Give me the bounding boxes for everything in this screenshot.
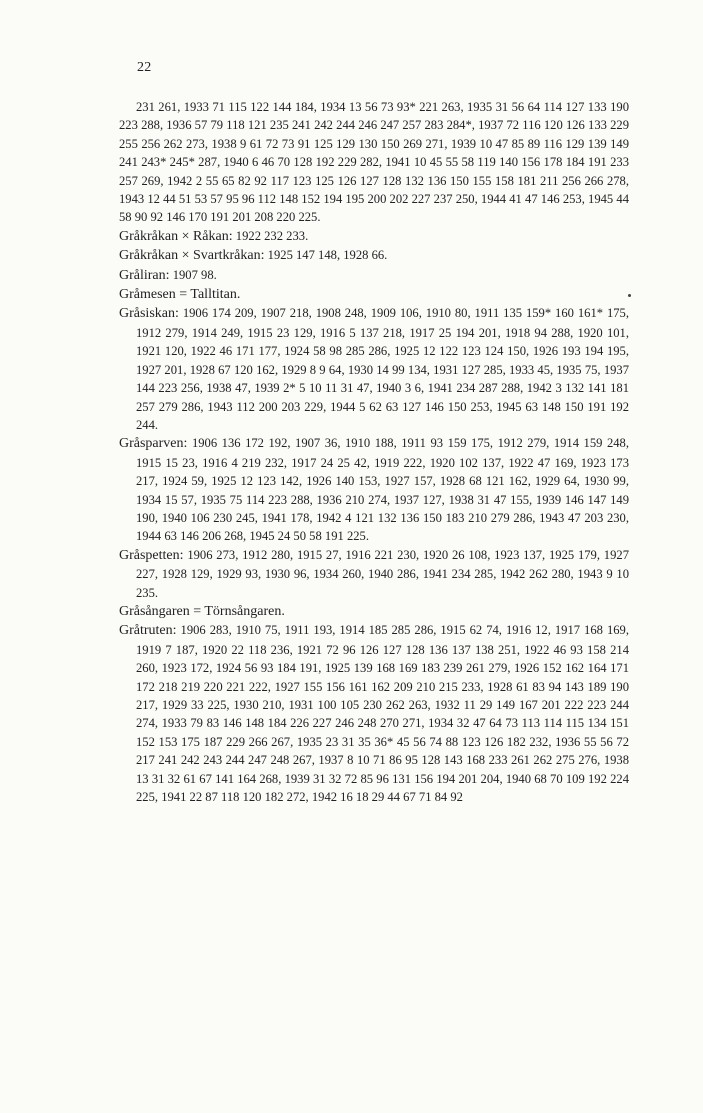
- page-number: 22: [137, 60, 152, 75]
- entry-term: Gråspetten:: [119, 547, 184, 563]
- entry-references: 1922 232 233.: [235, 228, 309, 243]
- index-entry: [119, 602, 629, 621]
- index-entry: [119, 434, 629, 545]
- entry-term: Gråsångaren = Törnsångaren.: [119, 603, 285, 619]
- index-entry: [119, 304, 629, 434]
- entry-references: 1925 147 148, 1928 66.: [267, 248, 388, 263]
- index-entry-continued: [119, 98, 629, 227]
- entry-term: Gråsparven:: [119, 436, 188, 452]
- margin-mark: [628, 294, 631, 297]
- index-entries: [119, 98, 629, 806]
- index-entry: [119, 285, 629, 304]
- index-entry: [119, 227, 629, 246]
- entry-term: Gråtruten:: [119, 623, 177, 639]
- entry-references: 1906 283, 1910 75, 1911 193, 1914 185 285 286, 1915 62 74, 1916 12, 1917 168 169, 1919 7 187, 1920 22 118 236, 1921 72 96 126 127 128 136 137 138 251, 1922 46 93 158 214 260, 1923 172, 1924 56 93 184 191, 1925 139 168 169 183 239 261 279, 1926 152 162 164 171 172 218 219 220 221 222, 1927 155 156 161 162 209 210 215 233, 1928 61 83 94 143 189 190 217, 1929 33 225, 1930 210, 1931 100 105 230 262 263, 1932 11 29 149 167 201 222 223 244 274, 1933 79 83 146 148 184 226 227 246 248 270 271, 1934 32 47 64 73 113 114 115 134 151 152 153 175 187 229 266 267, 1935 23 31 35 36* 45 56 74 88 123 126 182 232, 1936 55 56 72 217 241 242 243 244 247 248 267, 1937 8 10 71 86 95 128 143 168 233 261 262 275 276, 1938 13 31 32 61 67 141 164 268, 1939 31 32 72 85 96 131 156 194 201 204, 1940 68 70 109 192 224 225, 1941 22 87 118 120 182 272, 1942 16 18 29 44 67 71 84 92: [136, 623, 629, 805]
- entry-references: 231 261, 1933 71 115 122 144 184, 1934 13 56 73 93* 221 263, 1935 31 56 64 114 127 133 190 223 288, 1936 57 79 118 121 235 241 242 244 246 247 257 283 284*, 1937 72 116 120 126 133 229 255 256 262 273, 1938 9 61 72 73 91 125 129 130 150 269 271, 1939 10 47 85 89 116 129 139 149 241 243* 245* 287, 1940 6 46 70 128 192 229 282, 1941 10 45 55 58 119 140 156 178 184 191 233 257 269, 1942 2 55 65 82 92 117 123 125 126 127 128 132 136 150 155 158 181 211 256 266 278, 1943 12 44 51 53 57 95 96 112 148 152 194 195 200 202 227 237 250, 1944 41 47 146 253, 1945 44 58 90 92 146 170 191 201 208 220 225.: [119, 100, 629, 225]
- entry-term: Gråkråkan × Råkan:: [119, 228, 233, 244]
- index-entry: [119, 546, 629, 602]
- entry-references: 1906 136 172 192, 1907 36, 1910 188, 1911 93 159 175, 1912 279, 1914 159 248, 1915 15 23, 1916 4 219 232, 1917 24 25 42, 1919 222, 1920 102 137, 1922 47 169, 1923 173 217, 1924 59, 1925 12 123 142, 1926 140 153, 1927 157, 1928 68 121 162, 1929 64, 1930 99, 1934 15 57, 1935 75 114 223 288, 1936 210 274, 1937 127, 1938 31 47 155, 1939 146 147 149 190, 1940 106 230 245, 1941 178, 1942 4 121 132 136 150 183 210 279 286, 1943 47 203 230, 1944 63 146 206 268, 1945 24 50 58 191 225.: [136, 436, 629, 544]
- entry-references: 1907 98.: [172, 267, 217, 282]
- entry-term: Gråliran:: [119, 267, 170, 283]
- index-entry: [119, 621, 629, 806]
- entry-term: Gråmesen = Talltitan.: [119, 287, 241, 303]
- entry-references: 1906 273, 1912 280, 1915 27, 1916 221 230, 1920 26 108, 1923 137, 1925 179, 1927 227, 1928 129, 1929 93, 1930 96, 1934 260, 1940 286, 1941 234 285, 1942 262 280, 1943 9 10 235.: [136, 547, 629, 600]
- entry-references: 1906 174 209, 1907 218, 1908 248, 1909 106, 1910 80, 1911 135 159* 160 161* 175, 1912 279, 1914 249, 1915 23 129, 1916 5 137 218, 1917 25 194 201, 1918 94 288, 1920 101, 1921 120, 1922 46 171 177, 1924 58 98 285 286, 1925 12 122 123 124 150, 1926 193 194 195, 1927 201, 1928 67 120 162, 1929 8 9 64, 1930 14 99 134, 1931 127 285, 1933 45, 1935 75, 1937 144 223 256, 1938 47, 1939 2* 5 10 11 31 47, 1940 3 6, 1941 234 287 288, 1942 3 132 141 181 257 279 286, 1943 112 200 203 229, 1944 5 62 63 127 146 150 253, 1945 63 148 150 191 192 244.: [136, 306, 629, 432]
- entry-term: Gråsiskan:: [119, 306, 179, 322]
- index-entry: [119, 246, 629, 265]
- index-entry: [119, 266, 629, 285]
- entry-term: Gråkråkan × Svartkråkan:: [119, 248, 265, 264]
